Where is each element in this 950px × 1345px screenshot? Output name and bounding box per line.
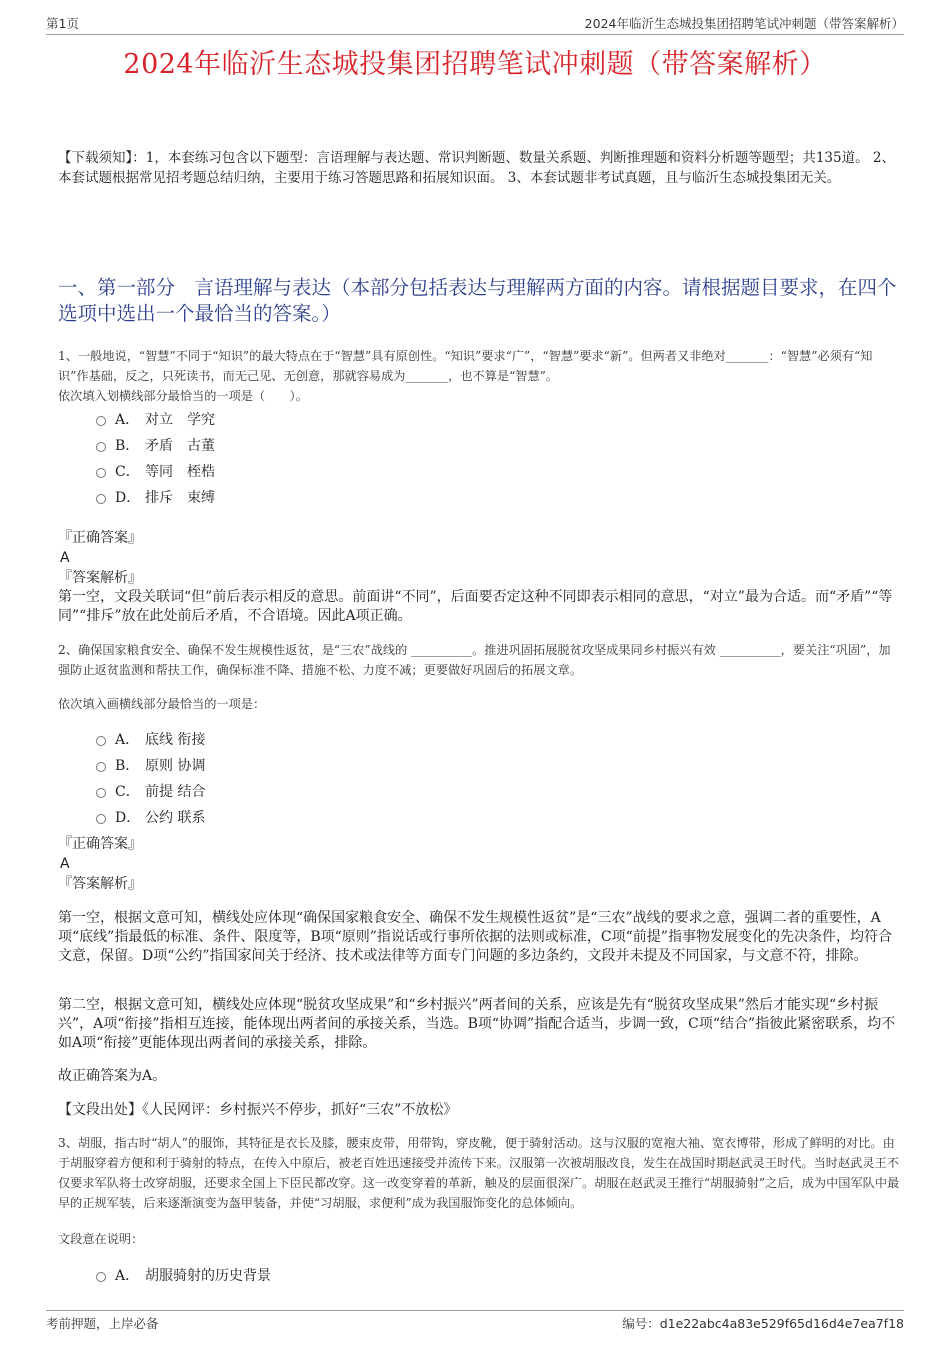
page-footer — [46, 1310, 904, 1334]
source-citation: 【文段出处】《人民网评：乡村振兴不停步，抓好“三农”不放松》 — [58, 1102, 458, 1118]
question-1-options — [58, 406, 938, 510]
question-3 — [58, 1133, 900, 1213]
question-2-prompt: 依次填入画横线部分最恰当的一项是： — [58, 697, 266, 711]
question-2-options — [58, 726, 938, 830]
question-2-option-c[interactable]: C． 前提 结合 — [96, 778, 938, 804]
radio-icon[interactable] — [96, 762, 106, 772]
question-2-analysis-1 — [58, 909, 900, 966]
radio-icon[interactable] — [96, 736, 106, 746]
radio-icon[interactable] — [96, 468, 106, 478]
analysis-paragraph-2: 第二空，根据文意可知，横线处应体现“脱贫攻坚成果”和“乡村振兴”两者间的关系，应该是先有“脱贫攻坚成果”然后才能实现“乡村振兴”，A项“衔接”指相互连接，能体现出两者间的承接关系，当选。B项“协调”指配合适当，步调一致，C项“结合”指彼此紧密联系，均不如A项“衔接”更能体现出两者间的承接关系，排除。 — [58, 997, 896, 1051]
page-number: 第1页 — [46, 16, 79, 31]
analysis-text: 第一空，文段关联词“但”前后表示相反的意思。前面讲“不同”，后面要否定这种不同即表示相同的意思，“对立”最为合适。而“矛盾”“等同”“排斥”放在此处前后矛盾，不合语境。因此A项正确。 — [58, 589, 893, 624]
analysis-label: 『答案解析』 — [58, 570, 142, 586]
question-2-option-d[interactable]: D． 公约 联系 — [96, 804, 938, 830]
question-1-prompt: 依次填入划横线部分最恰当的一项是（ ）。 — [58, 389, 308, 403]
question-2-analysis-2 — [58, 996, 900, 1053]
question-1-option-a[interactable]: A． 对立 学究 — [96, 406, 938, 432]
question-2-source — [58, 1101, 900, 1120]
question-2-text: 2、确保国家粮食安全、确保不发生规模性返贫，是“三农”战线的 __________。推进巩固拓展脱贫攻坚成果同乡村振兴有效 __________，要关注“巩固”，加强防止返贫监测和帮扶工作，确保标准不降、措施不松、力度不减；更要做好巩固后的拓展文章。 — [58, 643, 891, 677]
question-2 — [58, 640, 900, 680]
question-1-text: 1、一般地说，“智慧”不同于“知识”的最大特点在于“智慧”具有原创性。“知识”要求“广”，“智慧”要求“新”。但两者又非绝对_______：“智慧”必须有“知识”作基础，反之，只死读书，而无己见、无创意，那就容易成为_______，也不算是“智慧”。 — [58, 349, 873, 383]
document-title: 2024年临沂生态城投集团招聘笔试冲刺题（带答案解析） — [123, 49, 827, 80]
radio-icon[interactable] — [96, 442, 106, 452]
download-notice: 【下载须知】：1，本套练习包含以下题型：言语理解与表达题、常识判断题、数量关系题、判断推理题和资料分析题等题型；共135道。 2、本套试题根据常见招考题总结归纳，主要用于练习答题思路和拓展知识面。 3、本套试题非考试真题，且与临沂生态城投集团无关。 — [58, 150, 895, 186]
question-1-option-d[interactable]: D． 排斥 束缚 — [96, 484, 938, 510]
radio-icon[interactable] — [96, 416, 106, 426]
question-3-options — [58, 1262, 938, 1288]
question-1-answer — [58, 528, 900, 626]
question-3-text: 3、胡服，指古时“胡人”的服饰，其特征是衣长及膝，腰束皮带，用带钩，穿皮靴，便于骑射活动。这与汉服的宽袍大袖、宽衣博带，形成了鲜明的对比。由于胡服穿着方便和利于骑射的特点，在传入中原后，被老百姓迅速接受并流传下来。汉服第一次被胡服改良，发生在战国时期赵武灵王时代。当时赵武灵王不仅要求军队将士改穿胡服，还要求全国上下臣民都改穿。这一改变穿着的革新，触及的层面很深广。胡服在赵武灵王推行“胡服骑射”之后，成为中国军队中最早的正规军装，后来逐渐演变为盔甲装备，并使“习胡服，求便利”成为我国服饰变化的总体倾向。 — [58, 1136, 900, 1210]
question-2-option-b[interactable]: B． 原则 协调 — [96, 752, 938, 778]
question-3-option-a[interactable]: A． 胡服骑射的历史背景 — [96, 1262, 938, 1288]
answer-value: A — [60, 856, 70, 872]
analysis-conclusion: 故正确答案为A。 — [58, 1068, 167, 1084]
header-doc-title: 2024年临沂生态城投集团招聘笔试冲刺题（带答案解析） — [584, 16, 904, 31]
radio-icon[interactable] — [96, 788, 106, 798]
question-2-option-a[interactable]: A． 底线 衔接 — [96, 726, 938, 752]
answer-label: 『正确答案』 — [58, 836, 142, 852]
question-1-option-b[interactable]: B． 矛盾 古董 — [96, 432, 938, 458]
radio-icon[interactable] — [96, 814, 106, 824]
radio-icon[interactable] — [96, 1272, 106, 1282]
question-2-conclusion — [58, 1067, 900, 1086]
question-2-prompt-wrap — [58, 694, 900, 714]
question-2-answer — [58, 834, 900, 894]
answer-value: A — [60, 550, 70, 566]
analysis-paragraph-1: 第一空，根据文意可知，横线处应体现“确保国家粮食安全、确保不发生规模性返贫”是“三农”战线的要求之意，强调二者的重要性，A项“底线”指最低的标准、条件、限度等，B项“原则”指说话或行事所依据的法则或标准，C项“前提”指事物发展变化的先决条件，均符合文意，保留。D项“公约”指国家间关于经济、技术或法律等方面专门问题的多边条约，文段并未提及不同国家，与文意不符，排除。 — [58, 910, 892, 964]
analysis-label: 『答案解析』 — [58, 876, 142, 892]
section-title: 一、第一部分 言语理解与表达（本部分包括表达与理解两方面的内容。请根据题目要求，在四个选项中选出一个最恰当的答案。） — [58, 276, 897, 325]
radio-icon[interactable] — [96, 494, 106, 504]
footer-doc-id: 编号：d1e22abc4a83e529f65d16d4e7ea7f18 — [622, 1316, 904, 1331]
question-1-option-c[interactable]: C． 等同 桎梏 — [96, 458, 938, 484]
footer-slogan: 考前押题，上岸必备 — [46, 1316, 159, 1331]
page-header — [46, 12, 904, 35]
question-3-prompt: 文段意在说明： — [58, 1232, 144, 1246]
question-3-prompt-wrap — [58, 1229, 900, 1249]
question-1 — [58, 346, 900, 406]
answer-label: 『正确答案』 — [58, 530, 142, 546]
